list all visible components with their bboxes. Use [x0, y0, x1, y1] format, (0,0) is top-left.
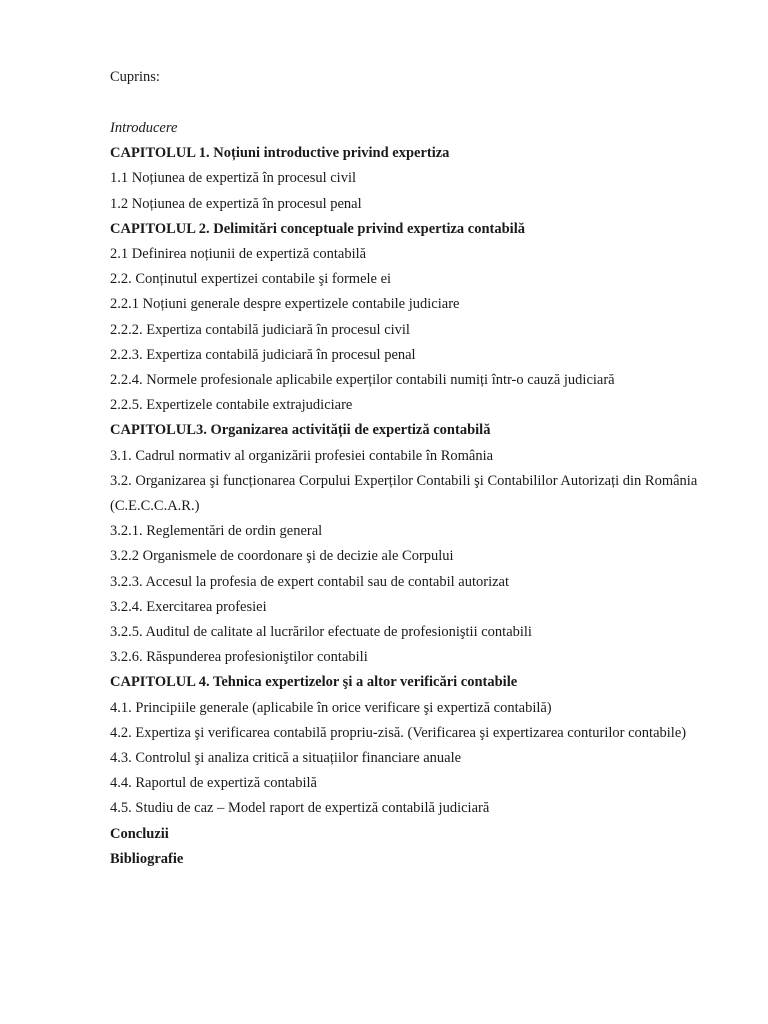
toc-section-entry: 2.2.4. Normele profesionale aplicabile experților contabili numiți într-o cauză judiciară — [110, 372, 615, 389]
toc-section-entry: 2.2.3. Expertiza contabilă judiciară în procesul penal — [110, 346, 416, 363]
toc-section-entry: 2.2.1 Noțiuni generale despre expertizele contabile judiciare — [110, 296, 460, 313]
table-of-contents — [110, 116, 700, 872]
toc-entry: Introducere — [110, 120, 178, 136]
document-title: Cuprins: — [110, 69, 160, 85]
toc-chapter-heading: CAPITOLUL 1. Noțiuni introductive privind expertiza — [110, 145, 450, 162]
toc-section-entry: 4.1. Principiile generale (aplicabile în orice verificare şi expertiză contabilă) — [110, 699, 552, 716]
toc-section-entry: 2.1 Definirea noțiunii de expertiză contabilă — [110, 246, 367, 263]
toc-section-entry: 2.2. Conținutul expertizei contabile şi formele ei — [110, 271, 392, 288]
toc-chapter-heading: CAPITOLUL 4. Tehnica expertizelor şi a altor verificări contabile — [110, 674, 518, 691]
toc-section-entry: 2.2.5. Expertizele contabile extrajudiciare — [110, 397, 353, 414]
document-page — [110, 66, 700, 872]
toc-section-entry: 2.2.2. Expertiza contabilă judiciară în procesul civil — [110, 321, 410, 338]
toc-section-entry: 4.5. Studiu de caz – Model raport de expertiză contabilă judiciară — [110, 800, 490, 817]
toc-section-entry: 1.1 Noțiunea de expertiză în procesul civil — [110, 170, 357, 187]
toc-section-entry: 3.2.4. Exercitarea profesiei — [110, 598, 267, 615]
toc-section-entry: 3.2. Organizarea şi funcționarea Corpului Experților Contabili şi Contabililor Autorizați din România (C.E.C.C.A.R.) — [110, 472, 698, 515]
toc-section-entry: 3.2.2 Organismele de coordonare şi de decizie ale Corpului — [110, 548, 454, 565]
toc-section-entry: 3.1. Cadrul normativ al organizării profesiei contabile în România — [110, 447, 494, 464]
toc-section-entry: 3.2.6. Răspunderea profesioniştilor contabili — [110, 649, 368, 666]
toc-section-entry: 4.3. Controlul şi analiza critică a situațiilor financiare anuale — [110, 750, 462, 767]
toc-entry: Bibliografie — [110, 850, 184, 867]
toc-section-entry: 1.2 Noțiunea de expertiză în procesul penal — [110, 195, 362, 212]
toc-section-entry: 4.4. Raportul de expertiză contabilă — [110, 775, 317, 792]
toc-section-entry: 3.2.5. Auditul de calitate al lucrărilor efectuate de profesioniştii contabili — [110, 624, 532, 641]
toc-entry: Concluzii — [110, 825, 169, 842]
toc-section-entry: 3.2.1. Reglementări de ordin general — [110, 523, 323, 540]
toc-chapter-heading: CAPITOLUL3. Organizarea activității de expertiză contabilă — [110, 422, 491, 439]
toc-section-entry: 4.2. Expertiza şi verificarea contabilă propriu-zisă. (Verificarea şi expertizarea conturilor contabile) — [110, 724, 687, 741]
toc-section-entry: 3.2.3. Accesul la profesia de expert contabil sau de contabil autorizat — [110, 573, 510, 590]
toc-chapter-heading: CAPITOLUL 2. Delimitări conceptuale privind expertiza contabilă — [110, 220, 525, 237]
